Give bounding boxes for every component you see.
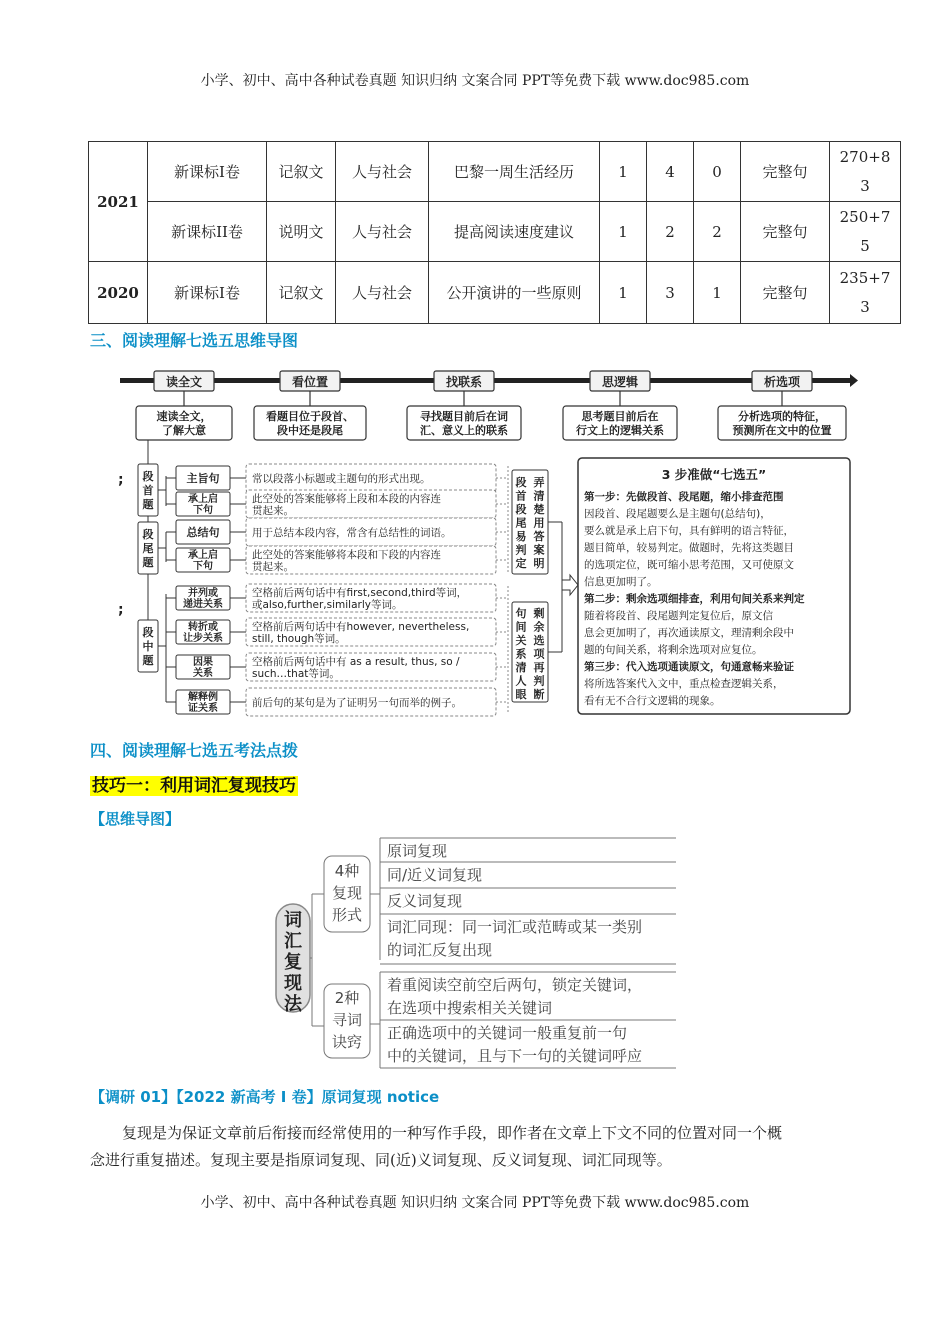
table-cell-c3: 2 bbox=[694, 202, 741, 262]
vocab-recurrence-mindmap bbox=[270, 834, 690, 1074]
group-label: 中 bbox=[142, 640, 154, 653]
group-label: 题 bbox=[142, 654, 154, 667]
flow-step-desc: 分析选项的特征， bbox=[738, 410, 826, 423]
flow-step-desc: 看题目位于段首、 bbox=[266, 410, 354, 423]
table-cell-theme: 人与社会 bbox=[336, 202, 429, 262]
group-label: 段 bbox=[142, 470, 154, 483]
side-note-text: 定 bbox=[515, 557, 527, 570]
side-note-text: 判 bbox=[533, 674, 545, 688]
flow-step-desc: 汇、意义上的联系 bbox=[420, 424, 508, 437]
flow-step-label: 读全文 bbox=[165, 375, 203, 389]
side-note-text: 间 bbox=[515, 620, 527, 634]
item-category: 总结句 bbox=[186, 526, 220, 539]
side-note-text: 项 bbox=[533, 647, 545, 661]
table-cell-type: 完整句 bbox=[741, 262, 830, 324]
item-description: 空格前后两句话中有first,second,third等词， bbox=[252, 587, 468, 599]
branch-node-text: 复现 bbox=[331, 884, 363, 902]
three-steps-line: 题的句间关系，将剩余选项对应复位。 bbox=[584, 644, 763, 656]
table-cell-genre: 记叙文 bbox=[267, 262, 336, 324]
flow-step-label: 析选项 bbox=[763, 375, 801, 389]
table-cell-topic: 巴黎一周生活经历 bbox=[429, 142, 600, 202]
mindmap-tag: 【思维导图】 bbox=[90, 810, 181, 828]
research-source: 【2022 新高考 I 卷】原词复现 notice bbox=[176, 1088, 440, 1106]
branch-node-text: 形式 bbox=[331, 906, 363, 924]
reading-flow-mindmap bbox=[118, 366, 858, 720]
paragraph-line-2: 念进行重复描述。复现主要是指原词复现、同(近)义词复现、反义词复现、词汇同现等。 bbox=[90, 1151, 672, 1169]
table-cell-words bbox=[830, 142, 901, 202]
three-steps-line: 信息更加明了。 bbox=[584, 576, 658, 588]
side-note-text: 选 bbox=[533, 634, 545, 647]
flow-step-desc: 寻找题目前后在词 bbox=[420, 410, 508, 423]
word-count-line: 3 bbox=[860, 176, 870, 195]
word-count-line: 235+7 bbox=[839, 268, 891, 287]
leaf-text: 的词汇反复出现 bbox=[387, 941, 493, 959]
three-steps-line: 的选项定位，既可缩小思考范围，又可使原文 bbox=[584, 559, 794, 571]
three-steps-heading: 第一步：先做段首、段尾题，缩小排查范围 bbox=[584, 491, 784, 503]
side-note-text: 尾 bbox=[515, 516, 527, 530]
flow-step-label: 找联系 bbox=[445, 375, 483, 389]
three-steps-line: 将所选答案代入文中，重点检查逻辑关系， bbox=[584, 678, 784, 690]
table-cell-year: 2021 bbox=[89, 142, 148, 262]
group-label: 首 bbox=[142, 484, 154, 497]
item-category: 下句 bbox=[193, 561, 213, 572]
table-cell-words bbox=[830, 202, 901, 262]
bullet-mark: ; bbox=[118, 472, 124, 488]
three-steps-line: 息会更加明了，再次通读原文，理清剩余段中 bbox=[584, 627, 794, 639]
side-note-text: 首 bbox=[515, 489, 527, 503]
paragraph-line-1: 复现是为保证文章前后衔接而经常使用的一种写作手段，即作者在文章上下文不同的位置对同一个概 bbox=[122, 1124, 783, 1142]
leaf-text: 着重阅读空前空后两句，锁定关键词， bbox=[387, 976, 643, 994]
three-steps-line: 因段首、段尾题要么是主题句(总结句)， bbox=[584, 508, 771, 520]
item-category: 并列或 bbox=[188, 588, 218, 599]
side-note-text: 弄 bbox=[533, 476, 545, 489]
branch-node-text: 诀窍 bbox=[331, 1033, 363, 1051]
item-description: 贯起来。 bbox=[252, 561, 294, 573]
item-description: 或also,further,similarly等词。 bbox=[252, 599, 403, 611]
item-category: 解释例 bbox=[188, 692, 218, 703]
item-category: 主旨句 bbox=[186, 472, 220, 485]
three-steps-line: 随着将段首、段尾题判定复位后，原文信 bbox=[584, 610, 773, 622]
item-category: 因果 bbox=[193, 657, 213, 668]
flow-step-label: 看位置 bbox=[291, 375, 329, 389]
side-note-text: 楚 bbox=[533, 503, 545, 516]
table-cell-theme: 人与社会 bbox=[336, 142, 429, 202]
table-cell-theme: 人与社会 bbox=[336, 262, 429, 324]
group-label: 题 bbox=[142, 498, 154, 511]
side-note-text: 案 bbox=[533, 543, 545, 557]
side-note-text: 再 bbox=[533, 661, 545, 674]
side-note-text: 句 bbox=[515, 607, 527, 620]
bullet-mark: ; bbox=[118, 602, 124, 618]
timeline-arrow bbox=[850, 374, 858, 387]
section-3-title: 三、阅读理解七选五思维导图 bbox=[90, 331, 299, 350]
item-category: 承上启 bbox=[188, 550, 218, 561]
table-cell-topic: 提高阅读速度建议 bbox=[429, 202, 600, 262]
three-steps-line: 要么就是承上启下句，具有鲜明的语言特征， bbox=[584, 525, 794, 537]
item-category: 下句 bbox=[193, 505, 213, 516]
word-count-line: 250+7 bbox=[839, 207, 891, 226]
item-description: 此空处的答案能够将上段和本段的内容连 bbox=[252, 493, 441, 505]
three-steps-line: 看有无不合行文逻辑的现象。 bbox=[584, 695, 721, 707]
side-note-text: 易 bbox=[515, 530, 527, 543]
root-node-text: 词 bbox=[284, 910, 302, 931]
item-description: 贯起来。 bbox=[252, 505, 294, 517]
item-description: 前后句的某句是为了证明另一句而举的例子。 bbox=[252, 697, 462, 709]
table-row bbox=[89, 202, 901, 262]
table-cell-words bbox=[830, 262, 901, 324]
table-cell-genre: 记叙文 bbox=[267, 142, 336, 202]
word-count-line: 3 bbox=[860, 297, 870, 316]
leaf-text: 反义词复现 bbox=[387, 892, 463, 910]
flow-step-desc: 思考题目前后在 bbox=[581, 410, 659, 423]
side-note-text: 段 bbox=[515, 503, 527, 516]
flow-step-desc: 了解大意 bbox=[162, 424, 206, 437]
root-node-text: 汇 bbox=[284, 931, 302, 952]
side-note-text: 眼 bbox=[515, 688, 527, 701]
leaf-text: 中的关键词，且与下一句的关键词呼应 bbox=[387, 1047, 643, 1065]
side-note-text: 清 bbox=[533, 489, 545, 503]
leaf-text: 正确选项中的关键词一般重复前一句 bbox=[387, 1024, 628, 1042]
table-cell-c2: 2 bbox=[647, 202, 694, 262]
page-header: 小学、初中、高中各种试卷真题 知识归纳 文案合同 PPT等免费下载 www.doc985.com bbox=[200, 73, 750, 89]
table-row bbox=[89, 142, 901, 202]
root-node-text: 法 bbox=[284, 994, 302, 1015]
side-note-text: 剩 bbox=[533, 607, 545, 620]
three-steps-heading: 第三步：代入选项通读原文，句通意畅来验证 bbox=[584, 661, 794, 673]
group-label: 段 bbox=[142, 528, 154, 541]
three-steps-heading: 第二步：剩余选项细排查，利用句间关系来判定 bbox=[584, 593, 805, 605]
item-description: 用于总结本段内容，常含有总结性的词语。 bbox=[252, 527, 452, 539]
page-footer: 小学、初中、高中各种试卷真题 知识归纳 文案合同 PPT等免费下载 www.doc985.com bbox=[200, 1195, 750, 1211]
item-category: 承上启 bbox=[188, 494, 218, 505]
item-description: still, though等词。 bbox=[252, 633, 346, 645]
table-cell-c1: 1 bbox=[600, 142, 647, 202]
intro-paragraph bbox=[90, 1120, 870, 1174]
table-cell-c2: 3 bbox=[647, 262, 694, 324]
leaf-text: 同/近义词复现 bbox=[387, 866, 483, 884]
table-cell-c1: 1 bbox=[600, 262, 647, 324]
side-note-text: 用 bbox=[533, 516, 545, 530]
table-cell-topic: 公开演讲的一些原则 bbox=[429, 262, 600, 324]
item-description: 空格前后两句话中有however, nevertheless, bbox=[252, 621, 470, 633]
side-note-text: 明 bbox=[533, 557, 545, 570]
word-count-line: 270+8 bbox=[839, 147, 891, 166]
table-cell-genre: 说明文 bbox=[267, 202, 336, 262]
three-steps-line: 题目简单，较易判定。做题时，先将这类题目 bbox=[584, 542, 794, 554]
side-note-text: 段 bbox=[515, 476, 527, 489]
item-description: 常以段落小标题或主题句的形式出现。 bbox=[252, 473, 431, 485]
table-cell-year: 2020 bbox=[89, 262, 148, 324]
side-note-text: 人 bbox=[515, 674, 527, 688]
section-4-title: 四、阅读理解七选五考法点拨 bbox=[90, 741, 299, 760]
group-label: 尾 bbox=[142, 542, 154, 555]
table-cell-c2: 4 bbox=[647, 142, 694, 202]
group-label: 题 bbox=[142, 556, 154, 569]
branch-node-text: 4种 bbox=[334, 862, 360, 880]
side-note-text: 判 bbox=[515, 543, 527, 557]
item-description: 此空处的答案能够将本段和下段的内容连 bbox=[252, 549, 441, 561]
item-category: 证关系 bbox=[188, 703, 218, 714]
table-cell-paper: 新课标I卷 bbox=[148, 262, 267, 324]
branch-node-text: 寻词 bbox=[331, 1011, 363, 1029]
table-row bbox=[89, 262, 901, 324]
leaf-text: 原词复现 bbox=[387, 842, 448, 860]
arrow-right bbox=[562, 575, 578, 595]
leaf-text: 在选项中搜索相关关键词 bbox=[387, 999, 553, 1017]
table-cell-c3: 0 bbox=[694, 142, 741, 202]
item-description: 空格前后两句话中有 as a result, thus, so / bbox=[252, 656, 460, 668]
item-category: 转折或 bbox=[188, 622, 218, 633]
side-note-text: 断 bbox=[533, 688, 545, 701]
side-note-text: 清 bbox=[515, 661, 527, 674]
flow-step-desc: 速读全文， bbox=[156, 410, 212, 423]
table-cell-paper: 新课标II卷 bbox=[148, 202, 267, 262]
exam-statistics-table bbox=[88, 141, 901, 324]
item-description: such…that等词。 bbox=[252, 668, 340, 680]
research-heading bbox=[90, 1086, 439, 1107]
table-cell-paper: 新课标I卷 bbox=[148, 142, 267, 202]
item-category: 让步关系 bbox=[183, 633, 223, 644]
group-label: 段 bbox=[142, 626, 154, 639]
root-node-text: 现 bbox=[284, 973, 302, 994]
skill-title: 技巧一：利用词汇复现技巧 bbox=[92, 776, 296, 796]
flow-step-desc: 预测所在文中的位置 bbox=[732, 424, 832, 437]
branch-node-text: 2种 bbox=[334, 989, 360, 1007]
flow-step-desc: 段中还是段尾 bbox=[277, 424, 343, 437]
word-count-line: 5 bbox=[860, 236, 870, 255]
leaf-text: 词汇同现：同一词汇或范畴或某一类别 bbox=[387, 918, 643, 936]
table-cell-c1: 1 bbox=[600, 202, 647, 262]
research-tag: 【调研 01】 bbox=[90, 1088, 177, 1106]
flow-step-label: 思逻辑 bbox=[601, 375, 639, 389]
item-category: 递进关系 bbox=[183, 599, 223, 610]
flow-step-desc: 行文上的逻辑关系 bbox=[576, 424, 664, 437]
three-steps-title: 3 步准做“七选五” bbox=[661, 467, 767, 482]
side-note-text: 系 bbox=[515, 647, 527, 661]
side-note-text: 关 bbox=[515, 634, 527, 647]
table-cell-type: 完整句 bbox=[741, 142, 830, 202]
side-note-text: 答 bbox=[533, 530, 545, 543]
item-category: 关系 bbox=[193, 668, 213, 679]
table-cell-type: 完整句 bbox=[741, 202, 830, 262]
side-note-text: 余 bbox=[533, 620, 545, 634]
root-node-text: 复 bbox=[284, 952, 302, 973]
table-cell-c3: 1 bbox=[694, 262, 741, 324]
